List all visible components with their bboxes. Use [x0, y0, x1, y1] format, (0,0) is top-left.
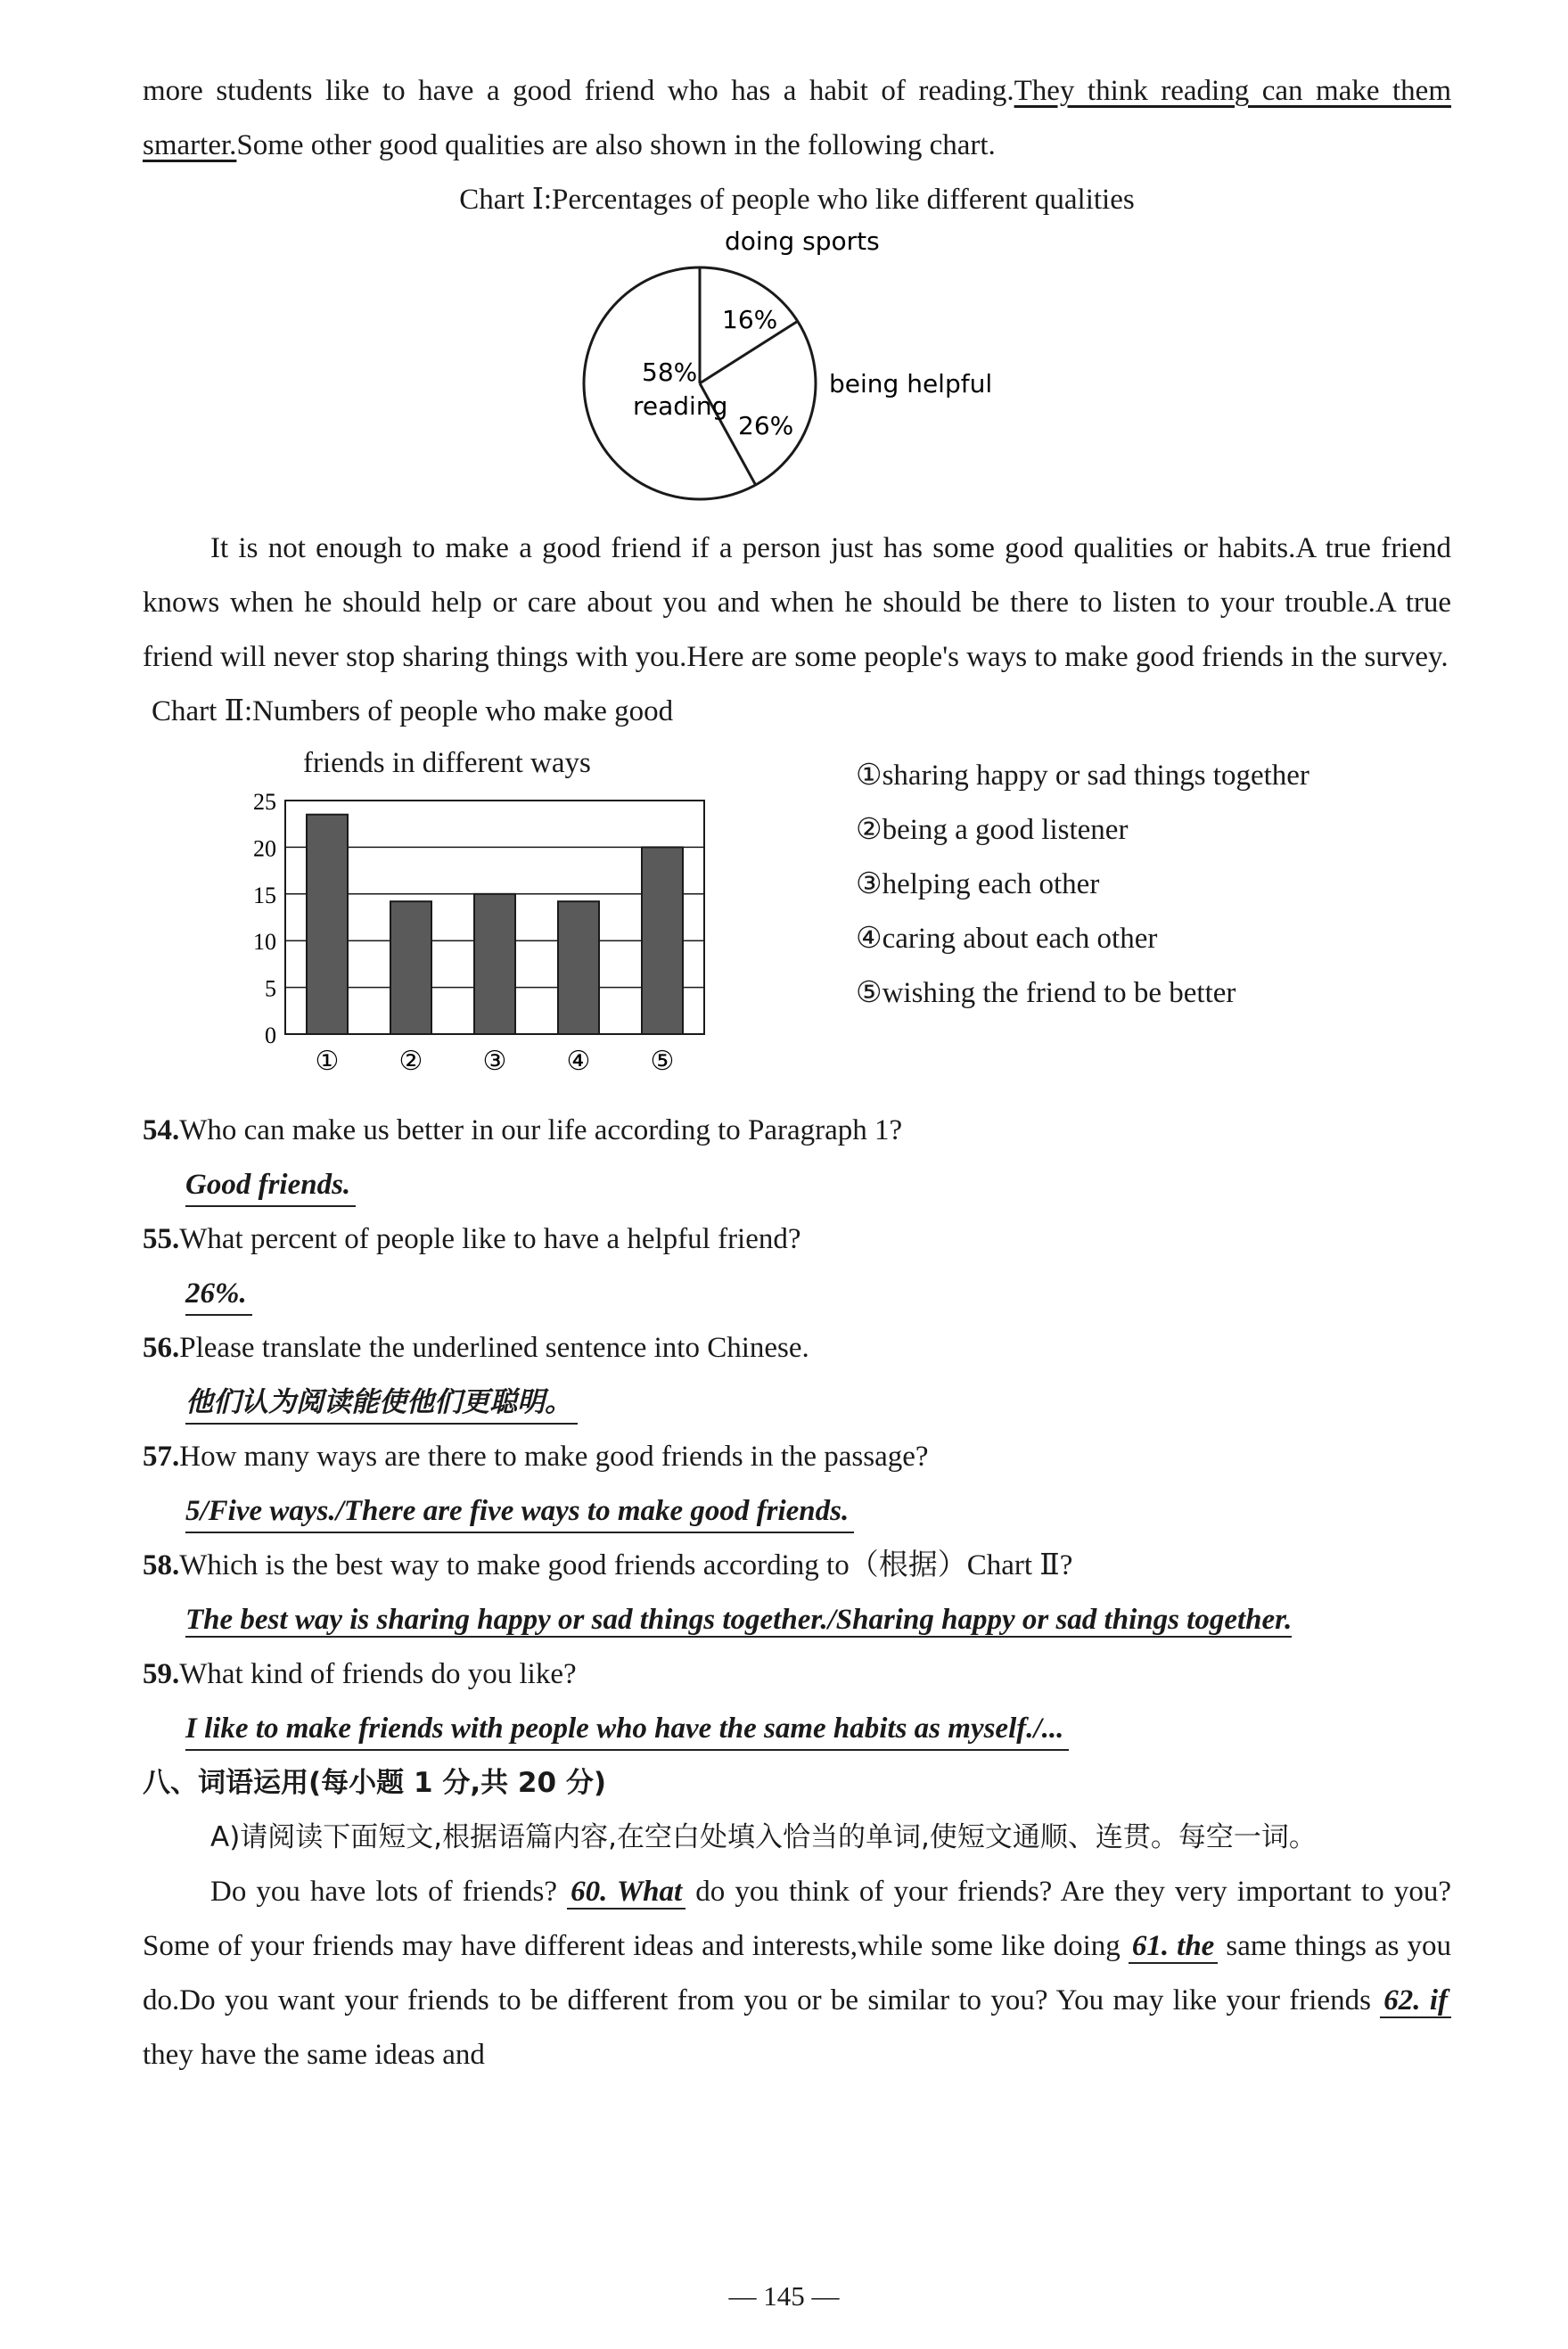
- page-content: [143, 64, 1451, 2082]
- pie-chart-svg: [579, 227, 1025, 522]
- bar-y-tick-label: 10: [253, 929, 276, 956]
- question-number: 58.: [143, 1549, 180, 1581]
- cloze-paragraph: [143, 1865, 1451, 2082]
- bar-3: [474, 894, 515, 1034]
- question-number: 56.: [143, 1332, 180, 1364]
- pie-label-doing-sports: doing sports: [725, 227, 880, 256]
- answer-text: 5/Five ways./There are five ways to make good friends.: [185, 1491, 854, 1533]
- question-59: [143, 1647, 1451, 1702]
- question-number: 57.: [143, 1441, 180, 1473]
- pie-value-sports: 16%: [722, 305, 778, 334]
- legend-item-2: ②being a good listener: [856, 814, 1129, 846]
- cloze-text-4: they have the same ideas and: [143, 2039, 485, 2071]
- question-text: What percent of people like to have a helpful friend?: [179, 1223, 801, 1255]
- cloze-text-3: same things as you do.Do you want your friends to be different from you or be similar to you? You may like your friends: [143, 1930, 1452, 2016]
- pie-chart: [143, 227, 1451, 522]
- question-56: [143, 1321, 1451, 1376]
- pie-value-helpful: 26%: [738, 411, 794, 440]
- pie-value-reading: 58%: [642, 357, 698, 387]
- bar-y-tick-label: 20: [253, 835, 276, 862]
- legend-item-1: ①sharing happy or sad things together: [856, 760, 1309, 792]
- legend-item-4: ④caring about each other: [856, 923, 1158, 955]
- pie-label-reading: reading: [633, 391, 728, 421]
- answer-58: [185, 1593, 1451, 1647]
- chart1-title: Chart Ⅰ:Percentages of people who like different qualities: [459, 184, 1135, 216]
- question-55: [143, 1212, 1451, 1267]
- bar-chart-svg: [214, 792, 784, 1099]
- intro-start: more students like to have a good friend who has a habit of reading.: [143, 75, 1014, 107]
- page-number: — 145 —: [728, 2280, 840, 2312]
- question-text: Which is the best way to make good friends according to（根据）Chart Ⅱ?: [179, 1549, 1073, 1581]
- bar-y-tick-label: 5: [265, 975, 276, 1002]
- section-8-instruction: A)请阅读下面短文,根据语篇内容,在空白处填入恰当的单词,使短文通顺、连贯。每空一词。: [210, 1821, 1317, 1853]
- legend-item-3: ③helping each other: [856, 868, 1100, 900]
- paragraph-2: It is not enough to make a good friend if a person just has some good qualities or habits.A true friend knows when he should help or care about you and when he should be there to listen to your trouble.A true friend will never stop sharing things with you.Here are some people's ways to make good friends in the survey.: [143, 532, 1451, 673]
- answer-57: [185, 1484, 1451, 1539]
- bar-x-tick-label: ①: [315, 1046, 340, 1077]
- answer-text: The best way is sharing happy or sad things together./Sharing happy or sad things together.: [185, 1604, 1293, 1636]
- answer-text: 26%.: [185, 1273, 252, 1316]
- question-58: [143, 1539, 1451, 1593]
- intro-end: Some other good qualities are also shown in the following chart.: [236, 129, 996, 161]
- chart2-title-line1: Chart Ⅱ:Numbers of people who make good: [152, 695, 674, 727]
- bar-2: [390, 901, 431, 1034]
- bar-y-tick-labels: [253, 792, 276, 1048]
- question-number: 59.: [143, 1658, 180, 1690]
- bar-y-tick-label: 15: [253, 882, 276, 908]
- chart2-title-line2: friends in different ways: [303, 747, 591, 779]
- bar-1: [307, 815, 348, 1034]
- answer-55: [185, 1267, 1451, 1321]
- bar-x-tick-label: ③: [482, 1046, 507, 1077]
- pie-label-being-helpful: being helpful: [829, 369, 993, 398]
- question-text: How many ways are there to make good friends in the passage?: [179, 1441, 929, 1473]
- bar-y-tick-label: 0: [265, 1023, 276, 1048]
- bar-4: [558, 901, 599, 1034]
- bar-x-tick-labels: [316, 1046, 675, 1077]
- answer-text: I like to make friends with people who have the same habits as myself./...: [185, 1708, 1069, 1751]
- question-54: [143, 1104, 1451, 1158]
- answer-59: [185, 1702, 1451, 1756]
- bar-x-tick-label: ⑤: [650, 1046, 675, 1077]
- cloze-text-2: do you think of your friends? Are they very important to you? Some of your friends may have different ideas and interests,while some like doing: [143, 1876, 1452, 1962]
- question-text: Who can make us better in our life according to Paragraph 1?: [179, 1114, 903, 1146]
- bar-legend: [856, 749, 1309, 1021]
- answer-54: [185, 1158, 1451, 1212]
- bar-5: [642, 847, 683, 1034]
- answer-text: 他们认为阅读能使他们更聪明。: [185, 1382, 578, 1425]
- section-8-heading: 八、词语运用(每小题 1 分,共 20 分): [143, 1767, 606, 1799]
- bar-chart-section: [143, 685, 1451, 1104]
- cloze-text-1: Do you have lots of friends?: [210, 1876, 557, 1908]
- question-number: 54.: [143, 1114, 180, 1146]
- underlined-sentence: They think reading can make them smarter.: [143, 75, 1451, 161]
- bar-x-tick-label: ②: [398, 1046, 423, 1077]
- legend-item-5: ⑤wishing the friend to be better: [856, 977, 1236, 1009]
- question-text: What kind of friends do you like?: [179, 1658, 577, 1690]
- bar-y-tick-label: 25: [253, 792, 276, 815]
- intro-paragraph: [143, 64, 1451, 173]
- bar-x-tick-label: ④: [566, 1046, 591, 1077]
- answer-56: [185, 1376, 1451, 1430]
- question-text: Please translate the underlined sentence into Chinese.: [179, 1332, 809, 1364]
- blank-60: 60. What: [567, 1876, 685, 1910]
- blank-62: 62. if: [1380, 1984, 1451, 2018]
- answer-text: Good friends.: [185, 1164, 356, 1207]
- question-number: 55.: [143, 1223, 180, 1255]
- blank-61: 61. the: [1129, 1930, 1218, 1964]
- question-57: [143, 1430, 1451, 1484]
